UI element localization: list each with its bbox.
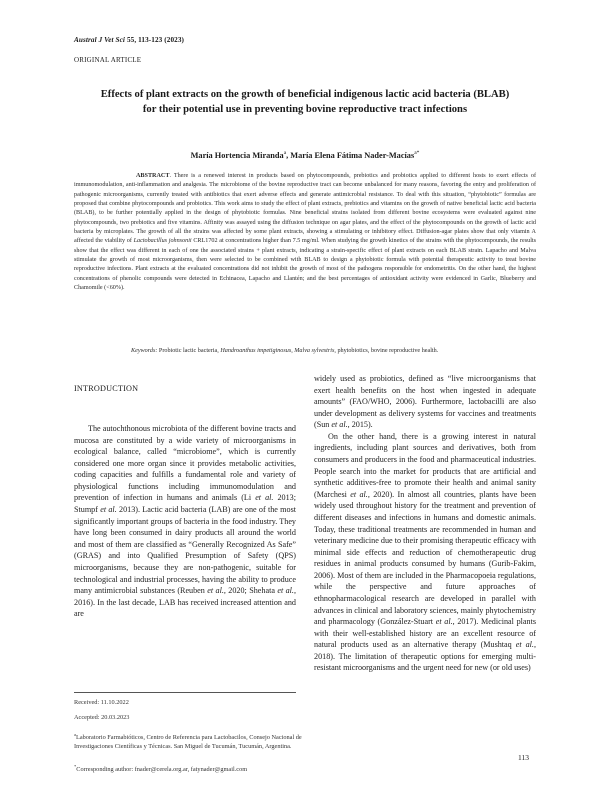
body-text: , 2018). The limitation of therapeutic options for emerging multi-resistant microorganisms and the urgent need for new (or old uses): [314, 640, 536, 673]
section-heading: INTRODUCTION: [74, 384, 139, 393]
corresponding-text: Corresponding author: fnader@cerela.org.ar, fatynader@gmail.com: [76, 766, 248, 774]
corresponding-author-note: [74, 762, 304, 774]
citation-etal: et al.: [350, 489, 368, 499]
body-text: 2013). Lactic acid bacteria (LAB) are one of the most significantly important groups of bacteria in the food industry. They have long been consumed in dairy products all around the world and most of them are classified as “Generally Recognized As Safe” (GRAS) and into Qualified Presumption of Safety (QPS) microorganisms, because they are non-pathogenic, suitable for technological and industrial processes, having the ability to produce many antimicrobial substances (Reuben: [74, 505, 296, 596]
citation-etal: et al.: [255, 493, 274, 503]
citation-etal: et al.: [515, 640, 534, 650]
author-list: [100, 150, 510, 160]
author-name: María Hortencia Miranda: [190, 150, 284, 160]
abstract-text: CRL1702 at concentrations higher than 7.5 mg/ml. When studying the growth kinetics of the strains with the phytocompounds, the results show that the effect was different in each of one the associated strains + plant extracts, indicating a strain-specific effect of plant extracts on each BLAB strain. Lapacho and Malva stimulate the growth of most microorganisms, then were selected to be combined with BLAB to design a phytobiotic formula with potential therapeutic activity to treat bovine reproductive infections. Plant extracts at the evaluated concentrations did not inhibit the growth of most of the pathogens responsible for endometritis. On the other hand, the highest concentrations of phenolic compounds were detected in Echinacea, Lapacho and Llantén; and the best percentages of antioxidant activity were evidenced in Garlic, Blueberry and Chamomile (<60%).: [74, 238, 537, 292]
accepted-date: Accepted: 20.03.2023: [74, 714, 130, 721]
affiliation-mark: a*: [414, 150, 420, 156]
body-text: On the other hand, there is a growing interest in natural ingredients, including plant sources and derivatives, both from consumers and producers in the food and pharmaceutical industries. People search into the market for products that are artificial and synthetic additives-free to promote their health and animal sanity (Marchesi: [314, 431, 536, 499]
keywords-label: Keywords:: [131, 348, 158, 354]
author-separator: ,: [286, 150, 291, 160]
paragraph: [74, 423, 296, 620]
species-name: Handroanthus impetiginosus: [220, 348, 292, 354]
affiliation-note: [74, 730, 304, 752]
body-column-left: [74, 423, 296, 620]
journal-name: Austral J Vet Sci: [74, 36, 126, 44]
paragraph: [314, 373, 536, 431]
keywords-text: ,: [291, 348, 295, 354]
body-text: , 2016). In the last decade, LAB has received increased attention and are: [74, 586, 296, 619]
citation-etal: et al.: [331, 420, 348, 430]
received-date: Received: 11.10.2022: [74, 699, 129, 706]
body-text: , 2017). Medicinal plants with their well-established history are an excellent resource of natural products used as an alternative therapy (Mushtaq: [314, 617, 536, 650]
species-name: Malva sylvestris: [294, 348, 335, 354]
body-column-right: [314, 373, 536, 674]
body-text: The autochthonous microbiota of the different bovine tracts and mucosa are constituted by a wide variety of microorganisms in ecological balance, called “microbiome”, which is currently considered one more organ since it provides metabolic activities, coding capacities and fulfills a fundamental role and variety of physiological functions including immunomodulation and prevention of infection in humans and animals (Li: [74, 424, 296, 503]
article-title: Effects of plant extracts on the growth of beneficial indigenous lactic acid bacteria (BLAB) for their potential use in preventing bovine reproductive tract infections: [100, 89, 510, 115]
citation-etal: et al.: [435, 617, 453, 627]
keywords-text: , phytobiotics, bovine reproductive health.: [334, 348, 439, 354]
species-name: Lactobacillus johnsonii: [133, 238, 192, 245]
corresponding-mark: *: [74, 764, 77, 769]
paragraph: [314, 431, 536, 674]
abstract-label: ABSTRACT: [136, 173, 170, 179]
citation-etal: et al.: [277, 586, 294, 596]
author-name: María Elena Fátima Nader-Macías: [290, 150, 415, 160]
affiliation-text: Laboratorio Farmabióticos, Centro de Referencia para Lactobacilos, Consejo Nacional de Investigaciones Científicas y Técnicas. San Miguel de Tucumán, Tucumán, Argentina.: [74, 734, 302, 751]
footnote-divider: [74, 692, 296, 693]
body-text: , 2020; Shehata: [223, 586, 278, 596]
affiliation-mark: a: [74, 732, 76, 737]
body-text: , 2020). In almost all countries, plants have been widely used throughout history for the treatment and prevention of different diseases and infections in humans and domestic animals. Today, these traditional treatments are recommended in human and veterinary medicine due to their promising therapeutic efficacy with minimal side effects and reduction of chemotherapeutic drug residues in animal products consumed by humans (Gurib-Fakim, 2006). Most of them are included in the Pharmacopoeia regulations, while the perspective and future approaches of ethnopharmacological research are developed in parallel with advances in clinical and laboratory sciences, mainly phytochemistry and pharmacology (González-Stuart: [314, 489, 537, 627]
journal-citation: [74, 36, 184, 44]
abstract: [74, 172, 536, 293]
body-text: 2013; Stumpf: [74, 493, 296, 515]
journal-volume-pages: 55, 113-123 (2023): [126, 36, 185, 44]
citation-etal: et al.: [100, 505, 117, 515]
body-text: , 2015).: [347, 420, 373, 430]
abstract-text: . There is a renewed interest in products based on phytocompounds, prebiotics and probiotics applied to different hosts to exert effects of immunomodulation, anti-inflammation and analgesia. The microbiome of the bovine reproductive tract can become unbalanced for many reasons, favoring the entry and proliferation of pathogenic microorganisms, currently treated with antibiotics that exert adverse effects and generate antimicrobial resistance. To deal with this situation, “phytobiotic” formulas are proposed that combine phytocompounds and probiotics. This work aims to study the effect of plant extracts, prebiotics and vitamins on the growth of native beneficial lactic acid bacteria (BLAB), to be further potentially applied in the design of phytobiotic formulas. Nine beneficial strains isolated from different bovine ecosystems were evaluated against nine phytocompounds, two prebiotics and five vitamins. Affinity was assayed using the diffusion technique on agar plates, and the effect of the phytocompounds on the growth of lactic acid bacteria by microplates. The growth of all the strains was affected by some plant extracts, showing a stimulating or inhibitory effect. Diffusion-agar plates show that only vitamin A affected the viability of: [74, 173, 536, 245]
page-number: 113: [518, 753, 529, 762]
affiliation-mark: a: [283, 150, 287, 156]
body-text: widely used as probiotics, defined as “live microorganisms that exert health benefits on the host when ingested in adequate amounts” (FAO/WHO, 2006). Furthermore, lactobacilli are also under development as delivery systems for vaccines and treatments (Sun: [314, 374, 536, 430]
citation-etal: et al.: [207, 586, 224, 596]
keywords: [131, 348, 438, 354]
article-type: ORIGINAL ARTICLE: [74, 56, 142, 64]
keywords-text: Probiotic lactic bacteria,: [157, 348, 221, 354]
